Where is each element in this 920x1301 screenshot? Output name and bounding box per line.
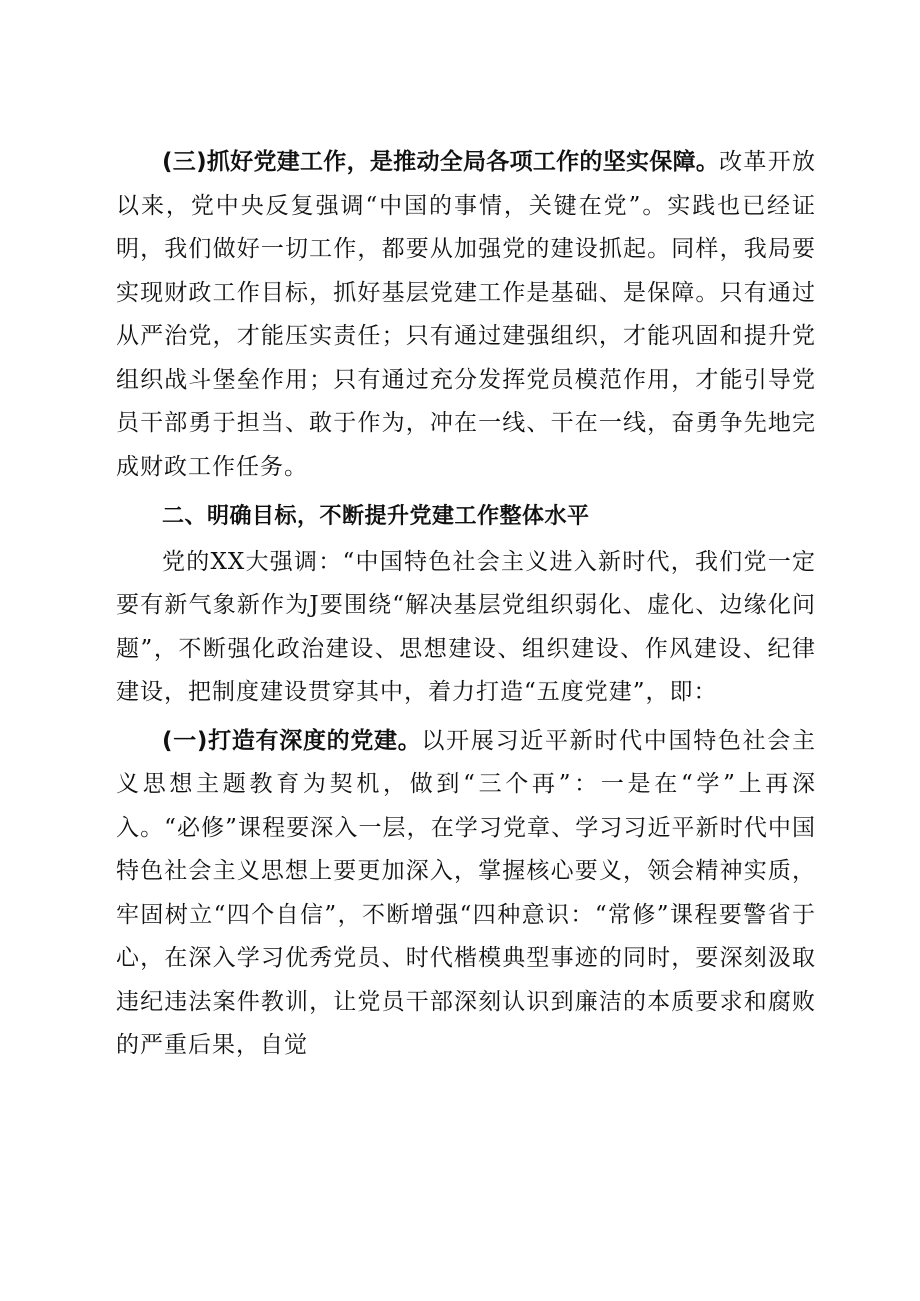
paragraph-deep-party-building bbox=[116, 720, 816, 1068]
document-body bbox=[116, 141, 816, 1068]
section-heading-two: 二、明确目标，不断提升党建工作整体水平 bbox=[162, 504, 590, 529]
paragraph-body-three: 改革开放以来，党中央反复强调“中国的事情，关键在党”。实践也已经证明，我们做好一切工作，都要从加强党的建设抓起。同样，我局要实现财政工作目标，抓好基层党建工作是基础、是保障。只有通过从严治党，才能压实责任；只有通过建强组织，才能巩固和提升党组织战斗堡垒作用；只有通过充分发挥党员模范作用，才能引导党员干部勇于担当、敢于作为，冲在一线、干在一线，奋勇争先地完成财政工作任务。 bbox=[116, 149, 816, 480]
paragraph-party-building-guarantee bbox=[116, 141, 816, 489]
paragraph-body-one: 以开展习近平新时代中国特色社会主义思想主题教育为契机，做到“三个再”：一是在“学”上再深入。“必修”课程要深入一层，在学习党章、学习习近平新时代中国特色社会主义思想上要更加深入，掌握核心要义，领会精神实质，牢固树立“四个自信”，不断增强“四种意识：“常修”课程要警省于心，在深入学习优秀党员、时代楷模典型事迹的同时，要深刻汲取违纪违法案件教训，让党员干部深刻认识到廉洁的本质要求和腐败的严重后果，自觉 bbox=[116, 727, 817, 1058]
paragraph-party-congress: 党的XX大强调：“中国特色社会主义进入新时代，我们党一定要有新气象新作为J要围绕“解决基层党组织弱化、虚化、边缘化问题”，不断强化政治建设、思想建设、组织建设、作风建设、纪律建设，把制度建设贯穿其中，着力打造“五度党建”，即： bbox=[116, 548, 816, 705]
paragraph-lead-one: (一)打造有深度的党建。 bbox=[162, 727, 422, 754]
paragraph-lead-three: (三)抓好党建工作，是推动全局各项工作的坚实保障。 bbox=[162, 149, 720, 175]
